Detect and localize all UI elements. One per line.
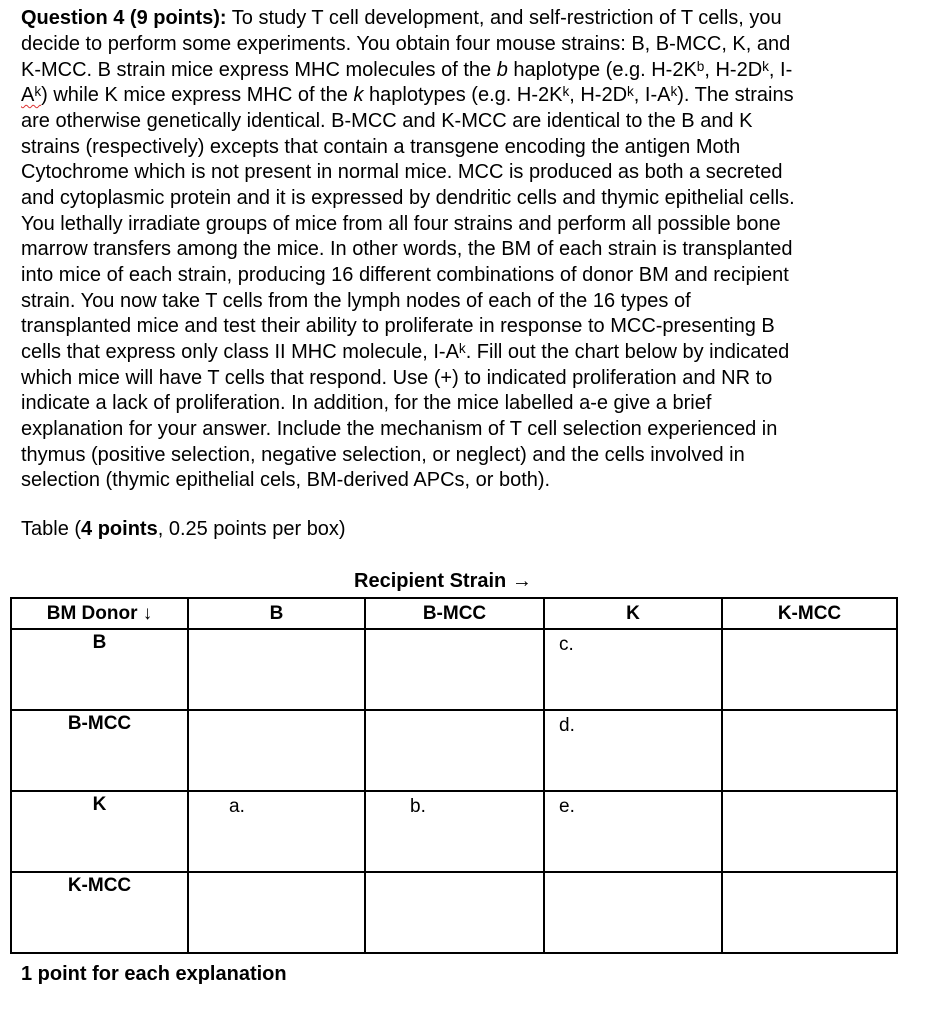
question-line-4 [21, 83, 794, 107]
table-row [11, 710, 897, 791]
question-line-12: strain. You now take T cells from the lymph nodes of each of the 16 types of [21, 290, 691, 312]
answer-cell[interactable] [365, 629, 544, 710]
row-header: K [11, 791, 188, 872]
text: ) while K mice express MHC of the [41, 84, 354, 106]
column-header: B [188, 598, 365, 629]
text: K-MCC. B strain mice express MHC molecules of the [21, 59, 497, 81]
column-header: K-MCC [722, 598, 897, 629]
recipient-strain-label: Recipient Strain → [354, 570, 532, 592]
text-bold: 4 points [81, 518, 158, 540]
answer-cell[interactable] [544, 872, 722, 953]
question-line-3 [21, 58, 792, 82]
answer-cell[interactable]: b. [365, 791, 544, 872]
answer-cell[interactable] [188, 629, 365, 710]
question-line-8: and cytoplasmic protein and it is expressed by dendritic cells and thymic epithelial cells. [21, 187, 795, 209]
answer-cell[interactable]: c. [544, 629, 722, 710]
answer-cell[interactable] [365, 872, 544, 953]
table-row [11, 791, 897, 872]
column-header: B-MCC [365, 598, 544, 629]
answer-cell[interactable] [188, 872, 365, 953]
answer-cell[interactable] [722, 872, 897, 953]
question-line-16: indicate a lack of proliferation. In addition, for the mice labelled a-e give a brief [21, 392, 712, 414]
question-line-17: explanation for your answer. Include the mechanism of T cell selection experienced in [21, 418, 778, 440]
text-italic: b [496, 59, 508, 81]
question-line-18: thymus (positive selection, negative selection, or neglect) and the cells involved in [21, 444, 745, 466]
text: haplotype (e.g. H-2Kᵇ, H-2Dᵏ, I- [507, 59, 793, 81]
row-header: B [11, 629, 188, 710]
footer-note: 1 point for each explanation [21, 963, 287, 985]
text-italic: k [353, 84, 364, 106]
answer-cell[interactable] [188, 710, 365, 791]
answer-table [10, 597, 898, 954]
table-caption [21, 517, 346, 541]
question-line-19: selection (thymic epithelial cels, BM-derived APCs, or both). [21, 469, 551, 491]
table-row [11, 629, 897, 710]
question-line-9: You lethally irradiate groups of mice from all four strains and perform all possible bone [21, 213, 781, 235]
answer-cell[interactable] [722, 710, 897, 791]
answer-cell[interactable]: d. [544, 710, 722, 791]
table-header-row [11, 598, 897, 629]
answer-cell[interactable] [722, 629, 897, 710]
answer-cell[interactable]: e. [544, 791, 722, 872]
text: Aᵏ [21, 84, 42, 106]
question-line-13: transplanted mice and test their ability to proliferate in response to MCC-presenting B [21, 315, 775, 337]
question-title: Question 4 (9 points): [21, 7, 227, 29]
column-header: K [544, 598, 722, 629]
question-line-1 [21, 6, 782, 30]
question-line-10: marrow transfers among the mice. In other words, the BM of each strain is transplanted [21, 238, 793, 260]
question-line-7: Cytochrome which is not present in normal mice. MCC is produced as both a secreted [21, 161, 783, 183]
row-header: K-MCC [11, 872, 188, 953]
question-text: To study T cell development, and self-restriction of T cells, you [226, 7, 782, 29]
text: Table ( [21, 518, 82, 540]
question-line-15: which mice will have T cells that respond. Use (+) to indicated proliferation and NR to [21, 367, 773, 389]
question-line-2: decide to perform some experiments. You obtain four mouse strains: B, B-MCC, K, and [21, 33, 791, 55]
question-line-6: strains (respectively) excepts that contain a transgene encoding the antigen Moth [21, 136, 741, 158]
question-line-14: cells that express only class II MHC molecule, I-Aᵏ. Fill out the chart below by indicated [21, 341, 790, 363]
text: , 0.25 points per box) [157, 518, 346, 540]
text: haplotypes (e.g. H-2Kᵏ, H-2Dᵏ, I-Aᵏ). The strains [363, 84, 794, 106]
answer-cell[interactable] [365, 710, 544, 791]
question-line-11: into mice of each strain, producing 16 different combinations of donor BM and recipient [21, 264, 789, 286]
answer-cell[interactable] [722, 791, 897, 872]
corner-header: BM Donor ↓ [11, 598, 188, 629]
question-line-5: are otherwise genetically identical. B-MCC and K-MCC are identical to the B and K [21, 110, 753, 132]
row-header: B-MCC [11, 710, 188, 791]
answer-cell[interactable]: a. [188, 791, 365, 872]
table-row [11, 872, 897, 953]
